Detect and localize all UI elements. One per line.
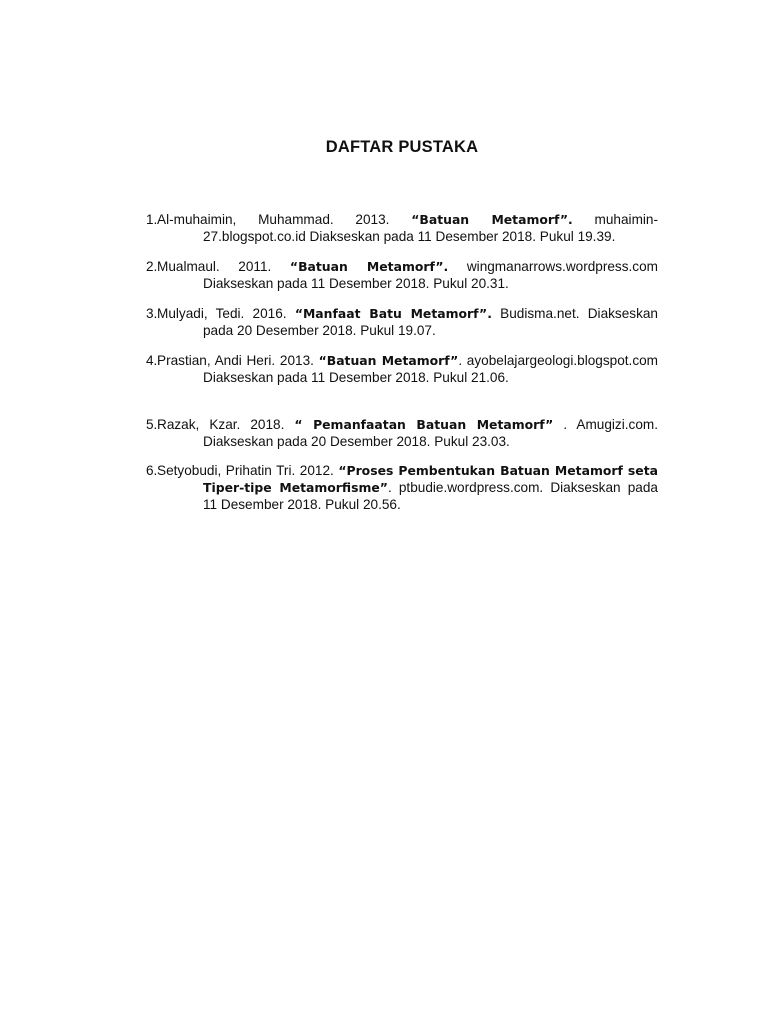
reference-author-year: Razak, Kzar. 2018. xyxy=(157,417,295,432)
reference-source: . ptbudie.wordpress.com. Diakseskan pada 11 Desember 2018. Pukul 20.56. xyxy=(203,480,658,512)
reference-number: 5. xyxy=(146,417,158,432)
reference-title: “Batuan Metamorf” xyxy=(318,353,459,368)
reference-title: “Manfaat Batu Metamorf”. xyxy=(294,306,492,321)
reference-text xyxy=(157,211,659,245)
reference-text xyxy=(157,462,658,513)
reference-author-year: Al-muhaimin, Muhammad. 2013. xyxy=(157,212,412,227)
reference-source: . ayobelajargeologi.blogspot.com Diakseskan pada 11 Desember 2018. Pukul 21.06. xyxy=(203,353,658,385)
reference-number: 6. xyxy=(146,463,158,478)
reference-item-2 xyxy=(146,258,658,292)
reference-author-year: Setyobudi, Prihatin Tri. 2012. xyxy=(157,463,339,478)
reference-text xyxy=(157,416,658,450)
reference-title: “Proses Pembentukan Batuan Metamorf seta Tiper-tipe Metamorfisme” xyxy=(203,463,658,495)
reference-title: “Batuan Metamorf”. xyxy=(289,259,449,274)
reference-item-5 xyxy=(146,416,658,450)
page-title: DAFTAR PUSTAKA xyxy=(325,138,479,156)
reference-source: muhaimin-27.blogspot.co.id Diakseskan pada 11 Desember 2018. Pukul 19.39. xyxy=(203,212,659,244)
reference-item-6 xyxy=(146,462,658,513)
reference-source: Budisma.net. Diakseskan pada 20 Desember 2018. Pukul 19.07. xyxy=(203,306,658,338)
reference-source: . Amugizi.com. Diakseskan pada 20 Desember 2018. Pukul 23.03. xyxy=(203,417,658,449)
reference-author-year: Mualmaul. 2011. xyxy=(157,259,290,274)
reference-item-3 xyxy=(146,305,658,339)
reference-source: wingmanarrows.wordpress.com Diakseskan pada 11 Desember 2018. Pukul 20.31. xyxy=(203,259,658,291)
reference-title: “Batuan Metamorf”. xyxy=(411,212,573,227)
reference-item-4 xyxy=(146,352,658,386)
reference-text xyxy=(157,258,658,292)
reference-number: 2. xyxy=(146,259,158,274)
reference-title: “ Pemanfaatan Batuan Metamorf” xyxy=(294,417,554,432)
reference-text xyxy=(157,352,658,386)
reference-item-1 xyxy=(146,211,658,245)
reference-text xyxy=(157,305,658,339)
reference-number: 3. xyxy=(146,306,158,321)
reference-author-year: Mulyadi, Tedi. 2016. xyxy=(157,306,295,321)
reference-number: 4. xyxy=(146,353,158,368)
reference-number: 1. xyxy=(146,212,158,227)
reference-author-year: Prastian, Andi Heri. 2013. xyxy=(157,353,319,368)
